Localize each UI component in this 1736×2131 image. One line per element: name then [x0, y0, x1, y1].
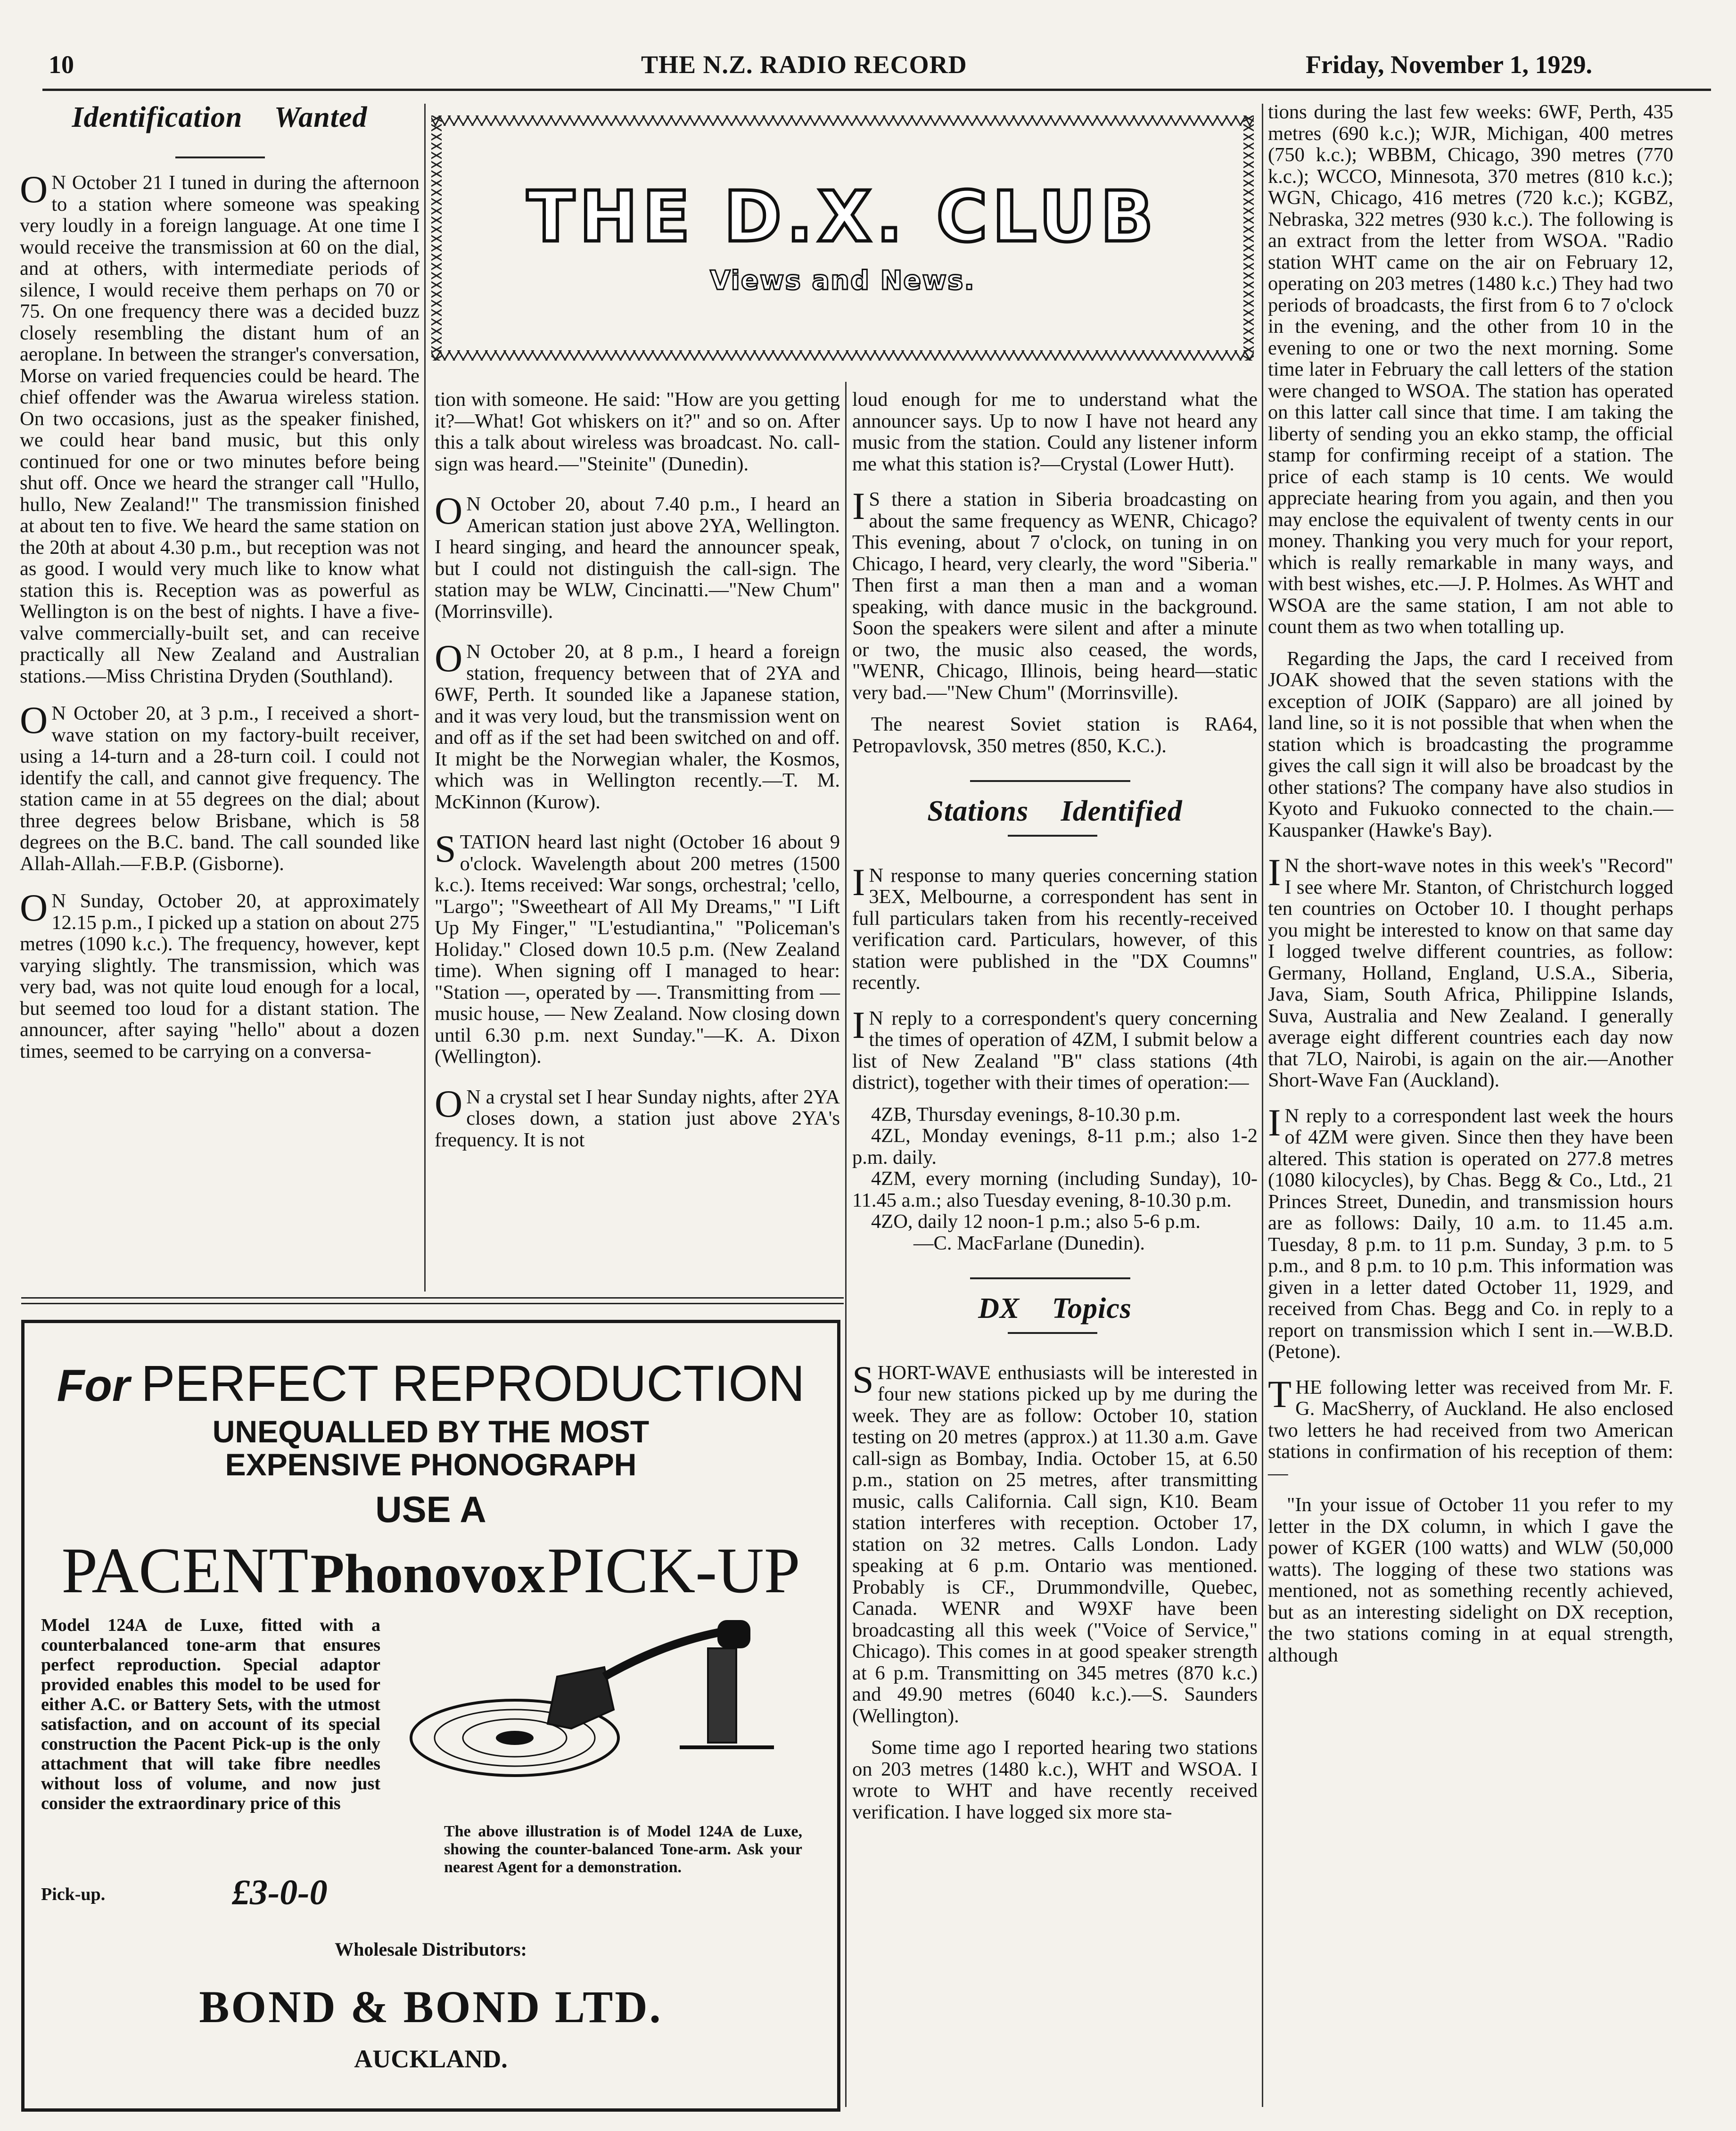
ad-phonovox: Phonovox [310, 1543, 545, 1604]
drop-cap: O [20, 168, 48, 211]
drop-cap: O [20, 886, 48, 929]
ad-headline [25, 1354, 837, 1413]
paragraph [1268, 1372, 1673, 1484]
header-rule [42, 89, 1711, 91]
column-1 [20, 99, 420, 1072]
drop-cap: T [1268, 1372, 1292, 1415]
ad-body-text: Model 124A de Luxe, fitted with a counterbalanced tone-arm that ensures perfect reproduction. Special adaptor provided enables this model to be used for either A.C. or Battery Sets, with the utmost satisfaction, and on account of its special construction the Pacent Pick-up is the only attachment that will take fibre needles without loss of volume, and now just consider the extraordinary price of this [41, 1615, 380, 1813]
ad-perfect-reproduction: PERFECT REPRODUCTION [141, 1355, 805, 1412]
record-label [496, 1731, 534, 1745]
page-number: 10 [49, 50, 74, 79]
paragraph: Regarding the Japs, the card I received from JOAK showed that the seven stations with the exception of JOIK (Sapparo) are all joined by land line, so it is not possible that when when the station which is broadcasting the programme gives the call sign it will also be broadcast by the other stations? The company have also studios in Kyoto and Fukuoko connected to the chain.—Kauspanker (Hawke's Bay). [1268, 647, 1673, 841]
paragraph: Some time ago I reported hearing two stations on 203 metres (1480 k.c.), WHT and WSOA. I wrote to WHT and have recently received verification. I have logged six more sta- [852, 1736, 1258, 1823]
paragraph [435, 1082, 840, 1151]
paragraph: tions during the last few weeks: 6WF, Perth, 435 metres (690 k.c.); WJR, Michigan, 400 metres (750 k.c.); WBBM, Chicago, 390 metres (770 k.c.); WCCO, Minnesota, 370 metres (810 k.c.); WGN, Chicago, 416 metres (720 k.c.); KGBZ, Nebraska, 322 metres (930 k.c.). The following is an extract from the letter from WSOA. "Radio station WHT came on the air on February 12, operating on 203 metres (1480 k.c.) They had two periods of broadcasts, the first from 6 to 7 o'clock in the evening, and the other from 10 in the evening to one or two the next morning. Some time later in February the call letters of the station were changed to WSOA. The station has operated on this latter call since that time. I am taking the liberty of sending you an ekko stamp, the official stamp for confirming receipt of a station. The price of each stamp is 10 cents. We would appreciate hearing from you again, and then you may enclose the equivalent of twenty cents in our money. Thanking you very much for your report, which is really remarkable in many ways, and with best wishes, etc.—J. P. Holmes. As WHT and WSOA are the same station, I am not able to count them as two when totalling up. [1268, 101, 1673, 638]
paragraph [852, 1003, 1258, 1094]
banner-border-top [431, 115, 1254, 126]
schedule-line: 4ZB, Thursday evenings, 8-10.30 p.m. [871, 1103, 1181, 1126]
column-divider [845, 382, 847, 2107]
paragraph [20, 168, 420, 687]
drop-cap: S [852, 1358, 874, 1401]
paragraph [852, 860, 1258, 994]
ad-pickup-label: Pick-up. [41, 1884, 106, 1904]
phonograph-illustration [406, 1601, 793, 1790]
paragraph-text: N October 20, at 8 p.m., I heard a foreign station, frequency between that of 2YA and 6WF, Perth. It sounded like a Japanese station, and it was very loud, but the transmission went on and off as if the set had been switched on and off. It might be the Norwegian whaler, the Kosmos, which was in Wellington recently.—T. M. McKinnon (Kurow). [435, 641, 840, 813]
paragraph-text: N the short-wave notes in this week's "Record" I see where Mr. Stanton, of Christchurch logged ten countries on October 10. I thought perhaps you might be interested to know on that same day I logged twelve different countries, as follow: Germany, Holland, England, U.S.A., Siberia, Java, Siam, South Africa, Philippine Islands, Suva, Australia and New Zealand. I generally average eight different countries each day now that 7LO, Nairobi, is again on the air.—Another Short-Wave Fan (Auckland). [1268, 855, 1673, 1091]
ad-pick-up: PICK-UP [547, 1534, 800, 1606]
column-2 [435, 389, 840, 1161]
column-divider [424, 104, 426, 1292]
drop-cap: I [852, 1003, 865, 1046]
paragraph-text: N October 21 I tuned in during the afternoon to a station where someone was speaking very loudly in a foreign language. At one time I would receive the transmission at 60 on the dial, and at others, with intermediate periods of silence, I would receive them perhaps on 70 or 75. On one frequency there was a decided buzz closely resembling the distant hum of an aeroplane. In between the stranger's conversation, Morse on varied frequencies could be heard. The chief offender was the Awarua wireless station. On two occasions, just as the speaker finished, we could hear band music, but this only continued for one or two minutes before being shut off. Once we heard the stranger call "Hullo, hullo, New Zealand!" The transmission finished at about ten to five. We heard the same station on the 20th at about 4.30 p.m., but reception was not as good. I would very much like to know what station this is. Reception was as powerful as Wellington is on the best of nights. I have a five-valve commercially-built set, and can receive practically all New Zealand and Australian stations.—Miss Christina Dryden (Southland). [20, 172, 420, 687]
ad-for-text: For [57, 1360, 130, 1411]
paragraph: The nearest Soviet station is RA64, Petropavlovsk, 350 metres (850, K.C.). [852, 713, 1258, 757]
title-underline [1008, 1332, 1097, 1334]
paragraph-text: N reply to a correspondent's query concerning the times of operation of 4ZM, I submit below a list of New Zealand "B" class stations (4th district), together with their times of operation:— [852, 1007, 1258, 1094]
arm-base [708, 1648, 736, 1743]
column-3 [852, 389, 1258, 1833]
publication-title: THE N.Z. RADIO RECORD [641, 50, 967, 79]
schedule-line: 4ZO, daily 12 noon-1 p.m.; also 5-6 p.m. [871, 1210, 1201, 1233]
paragraph [20, 699, 420, 875]
ad-top-rule [21, 1297, 844, 1299]
ad-expensive-phonograph: EXPENSIVE PHONOGRAPH [225, 1447, 637, 1482]
ad-unequalled: UNEQUALLED BY THE MOST [212, 1414, 650, 1449]
ad-distributors-label: Wholesale Distributors: [335, 1939, 527, 1960]
drop-cap: O [435, 1082, 463, 1125]
ad-use-a: USE A [375, 1489, 486, 1530]
paragraph [435, 827, 840, 1068]
ad-company-name: BOND & BOND LTD. [199, 1982, 663, 2032]
counterweight [717, 1620, 750, 1648]
paragraph [20, 886, 420, 1062]
schedule-line: 4ZL, Monday evenings, 8-11 p.m.; also 1-2 p.m. daily. [852, 1125, 1258, 1168]
paragraph [435, 637, 840, 813]
ad-city: AUCKLAND. [354, 2045, 508, 2073]
drop-cap: O [20, 699, 48, 741]
paragraph-text: N Sunday, October 20, at approximately 12.15 p.m., I picked up a station on about 275 metres (1090 k.c.). The frequency, however, kept varying slightly. The transmission, which was very bad, was not quite loud enough for a local, but seemed too loud for a distant station. The announcer, after saying "hello" about a dozen times, seemed to be carrying on a conversa- [20, 890, 420, 1062]
drop-cap: O [435, 637, 463, 680]
paragraph-text: S there a station in Siberia broadcasting on about the same frequency as WENR, Chicago? This evening, about 7 o'clock, on tuning in on Chicago, I heard, very clearly, the word "Siberia." Then first a man then a man and a woman speaking, with dance music in the background. Soon the speakers were silent and after a minute or two, the music also ceased, the words, "WENR, Chicago, Illinois, being heard—static very bad.—"New Chum" (Morrinsville). [852, 488, 1258, 704]
drop-cap: I [852, 485, 865, 527]
drop-cap: I [1268, 1101, 1281, 1144]
paragraph-text: N response to many queries concerning station 3EX, Melbourne, a correspondent has sent in full particulars taken from his recently-received verification card. Particulars, however, of this station were published in the "DX Coumns" recently. [852, 864, 1258, 994]
column-4 [1268, 101, 1673, 1676]
section-rule [970, 1277, 1130, 1279]
banner-border-bottom [431, 350, 1254, 361]
drop-cap: I [1268, 851, 1281, 894]
ad-top-rule [21, 1303, 844, 1304]
column-divider [1262, 104, 1263, 2107]
section-rule [970, 780, 1130, 782]
paragraph-text: N a crystal set I hear Sunday nights, after 2YA closes down, a station just above 2YA's frequency. It is not [435, 1086, 840, 1151]
paragraph-text: N October 20, at 3 p.m., I received a short-wave station on my factory-built receiver, using a 14-turn and a 28-turn coil. I could not identify the call, and cannot give frequency. The station came in at 55 degrees on the dial; about three degrees below Brisbane, which is 58 degrees on the B.C. band. The call sounded like Allah-Allah.—F.B.P. (Gisborne). [20, 702, 420, 875]
ad-caption: The above illustration is of Model 124A de Luxe, showing the counter-balanced Tone-arm. Ask your nearest Agent for a demonstration. [444, 1823, 802, 1876]
signature: —C. MacFarlane (Dunedin). [913, 1232, 1145, 1254]
paragraph [852, 1358, 1258, 1727]
paragraph [1268, 851, 1673, 1091]
drop-cap: I [852, 860, 865, 904]
banner-subtitle: Views and News. [710, 265, 975, 296]
paragraph-text: HE following letter was received from Mr. F. G. MacSherry, of Auckland. He also enclosed two letters he had received from two American stations in confirmation of his reception of them:— [1268, 1376, 1673, 1484]
drop-cap: O [435, 489, 463, 532]
title-underline [175, 156, 265, 158]
section-title-stations-identified: Stations Identified [927, 795, 1183, 827]
pacent-advertisement [21, 1320, 840, 2112]
paragraph [852, 485, 1258, 704]
ad-pacent: PACENT [61, 1534, 309, 1606]
issue-date: Friday, November 1, 1929. [1306, 50, 1592, 79]
article-identification-wanted [20, 168, 420, 1062]
paragraph-text: N October 20, about 7.40 p.m., I heard an American station just above 2YA, Wellington. I heard singing, and heard the announcer speak, but I could not distinguish the call-sign. The station may be WLW, Cincinatti.—"New Chum" (Morrinsville). [435, 493, 840, 623]
ad-price: £3-0-0 [232, 1873, 328, 1912]
title-underline [1008, 835, 1097, 837]
paragraph: tion with someone. He said: "How are you getting it?—What! Got whiskers on it?" and so on. After this a talk about wireless was broadcast. No. call-sign was heard.—"Steinite" (Dunedin). [435, 388, 840, 475]
paragraph: loud enough for me to understand what the announcer says. Up to now I have not heard any music from the station. Could any listener inform me what this station is?—Crystal (Lower Hutt). [852, 388, 1258, 475]
drop-cap: S [435, 827, 456, 870]
paragraph-text: N reply to a correspondent last week the hours of 4ZM were given. Since then they have been altered. This station is operated on 277.8 metres (1080 kilocycles), by Chas. Begg & Co., Ltd., 21 Princes Street, Dunedin, and transmission hours are as follows: Daily, 10 a.m. to 11.45 a.m. Tuesday, 8 p.m. to 11 p.m. Sunday, 3 p.m. to 5 p.m., and 8 p.m. to 10 p.m. This information was given in a letter dated October 11, 1929, and received from Chas. Begg and Co. in reply to a report on transmission which I sent in.—W.B.D. (Petone). [1268, 1104, 1673, 1363]
paragraph [435, 489, 840, 623]
dx-club-banner [431, 115, 1254, 361]
schedule-line: 4ZM, every morning (including Sunday), 10-11.45 a.m.; also Tuesday evening, 8-10.30 p.m. [852, 1168, 1258, 1211]
ad-product-name [25, 1533, 837, 1608]
paragraph [1268, 1101, 1673, 1363]
banner-title: THE D.X. CLUB [527, 176, 1158, 257]
paragraph-text: TATION heard last night (October 16 about 9 o'clock. Wavelength about 200 metres (1500 k.c.). Items received: War songs, orchestral; 'cello, "Largo"; "Sweetheart of All My Dreams," "I Lift Up My Finger," "L'estudiantina," "Policeman's Holiday." Closed down 10.5 p.m. (New Zealand time). When signing off I managed to hear: "Station —, operated by —. Transmitting from — music house, — New Zealand. Now closing down until 6.30 p.m. next Sunday."—K. A. Dixon (Wellington). [435, 831, 840, 1068]
section-title-identification-wanted: Identification Wanted [72, 101, 368, 133]
paragraph-text: HORT-WAVE enthusiasts will be interested in four new stations picked up by me during the week. They are as follow: October 10, station testing on 20 metres (approx.) at 11.30 a.m. Gave call-sign as Bombay, India. October 15, at 6.50 p.m., station on 25 metres, after transmitting music, calls California. Call sign, K10. Beam station interferes with reception. October 17, station on 32 metres. Calls London. Lady speaking at 6 p.m. Ontario was mentioned. Probably is CF., Drummondville, Quebec, Canada. WENR and W9XF have been broadcasting all this week ("Voice of Service," Chicago). This comes in at good speaker strength at 6 p.m. Transmitting on 345 metres (870 k.c.) and 49.90 metres (6040 k.c.).—S. Saunders (Wellington). [852, 1361, 1258, 1727]
paragraph: "In your issue of October 11 you refer to my letter in the DX column, in which I gave the power of KGER (100 watts) and WLW (50,000 watts). The logging of these two stations was mentioned, not as something recently achieved, but as an interesting sidelight on DX reception, the two stations coming in at equal strength, although [1268, 1494, 1673, 1666]
section-title-dx-topics: DX Topics [978, 1292, 1132, 1325]
